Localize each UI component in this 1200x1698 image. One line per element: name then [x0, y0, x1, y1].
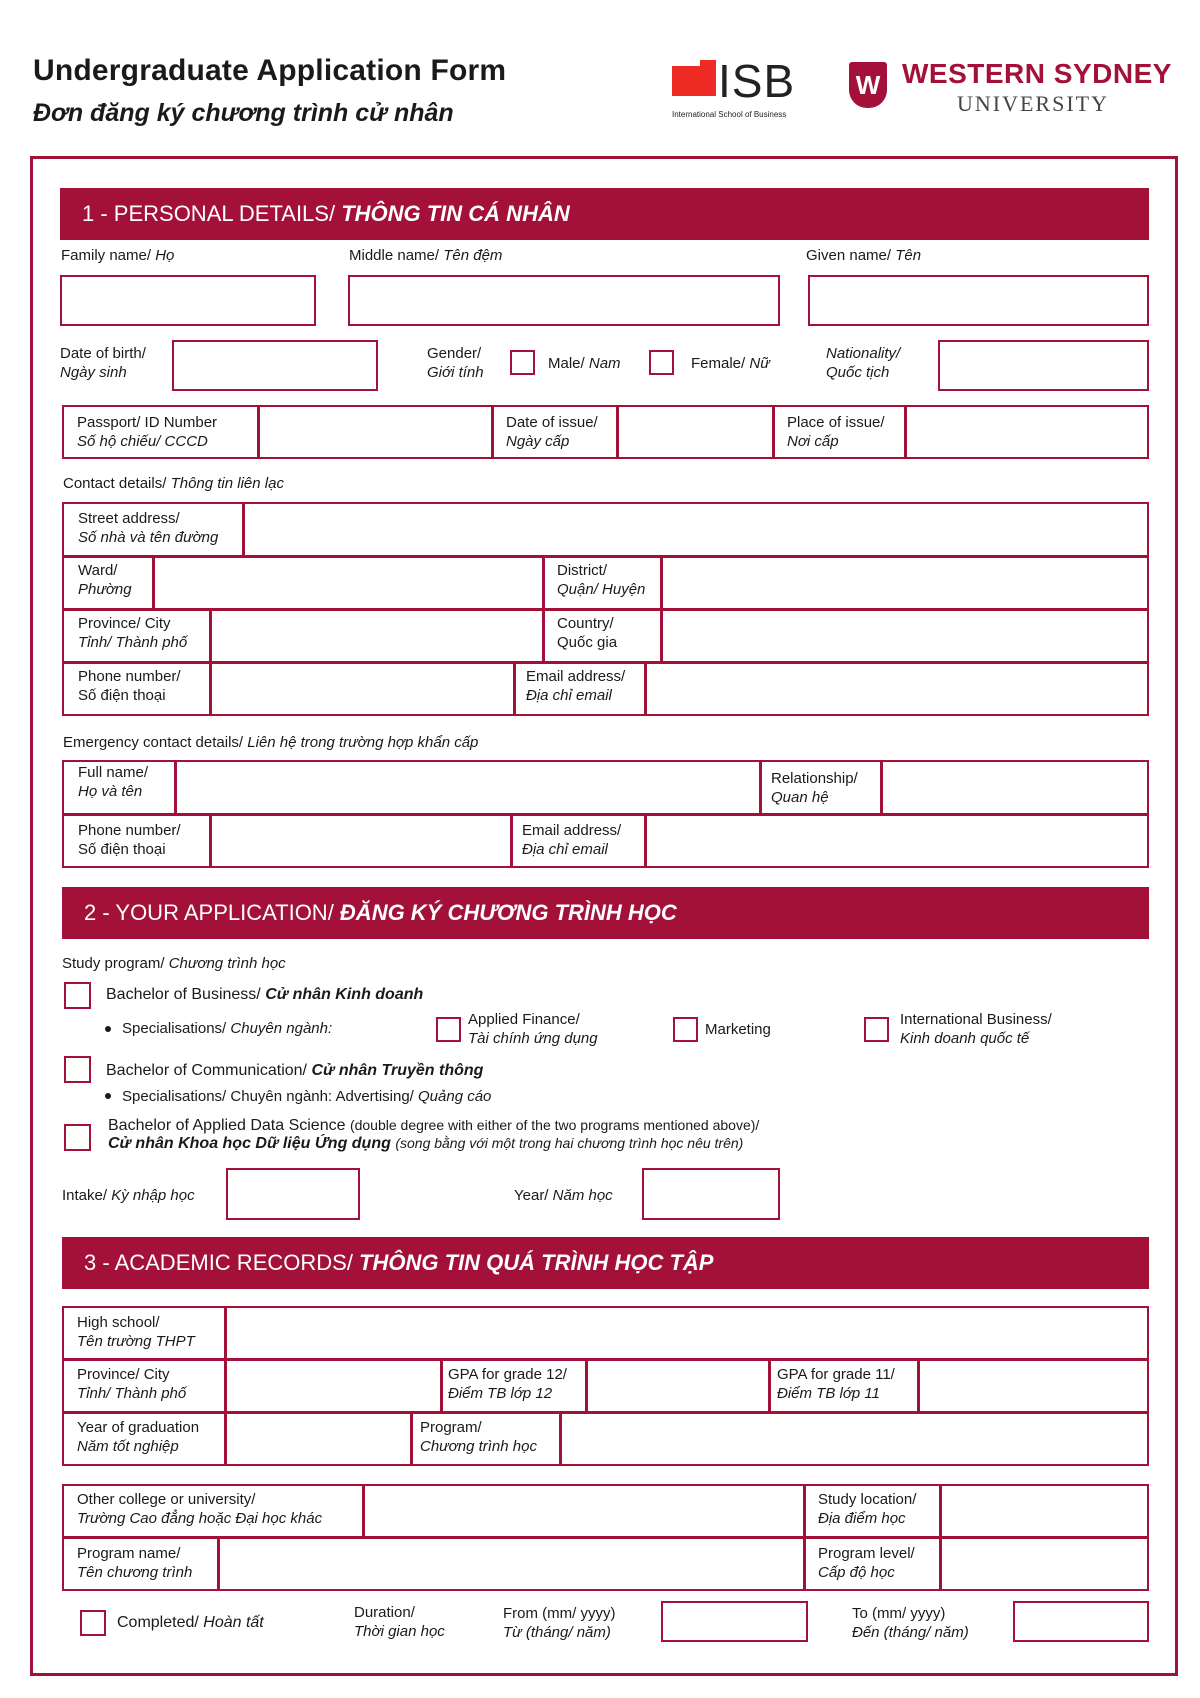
given-name-label: Given name/ Tên [806, 247, 922, 264]
study-location-label: Study location/ Địa điểm học [818, 1491, 917, 1527]
section-personal-details-header [60, 188, 1149, 240]
from-date-field[interactable] [661, 1601, 808, 1642]
email-label: Email address/ Địa chỉ email [526, 668, 626, 704]
communication-specialisations-label: Specialisations/ Chuyên ngành: Advertising/ Quảng cáo [122, 1088, 492, 1105]
place-of-issue-field[interactable] [907, 408, 1147, 456]
section-application-header [62, 887, 1149, 939]
form-title: Undergraduate Application Form [33, 54, 507, 87]
hs-province-label: Province/ City Tỉnh/ Thành phố [77, 1366, 187, 1402]
street-address-label: Street address/ Số nhà và tên đường [78, 510, 219, 546]
from-date-label: From (mm/ yyyy) Từ (tháng/ năm) [503, 1605, 616, 1641]
program-level-field[interactable] [943, 1539, 1146, 1589]
isb-logo [672, 55, 822, 122]
completed-label: Completed/ Hoàn tất [117, 1614, 264, 1631]
applied-finance-label: Applied Finance/ Tài chính ứng dụng [468, 1011, 598, 1047]
bachelor-business-label: Bachelor of Business/ Cử nhân Kinh doanh [106, 986, 424, 1003]
contact-details-heading: Contact details/ Thông tin liên lạc [63, 475, 284, 492]
emergency-full-name-label: Full name/ Họ và tên [78, 764, 149, 800]
bachelor-data-science-checkbox[interactable] [64, 1124, 91, 1151]
to-date-field[interactable] [1013, 1601, 1149, 1642]
gpa-grade-11-label: GPA for grade 11/ Điểm TB lớp 11 [777, 1366, 895, 1402]
graduation-year-label: Year of graduation Năm tốt nghiệp [77, 1419, 200, 1455]
province-field[interactable] [213, 611, 540, 659]
to-date-label: To (mm/ yyyy) Đến (tháng/ năm) [852, 1605, 969, 1641]
international-business-label: International Business/ Kinh doanh quốc tế [900, 1011, 1052, 1047]
country-field[interactable] [664, 611, 1146, 659]
isb-logo-text: ISB [718, 55, 796, 107]
section-title: 2 - YOUR APPLICATION/ [84, 900, 340, 925]
isb-logo-mark [672, 66, 700, 96]
section-academic-records-header [62, 1237, 1149, 1289]
hs-program-label: Program/ Chương trình học [420, 1419, 537, 1455]
emergency-email-label: Email address/ Địa chỉ email [522, 822, 622, 858]
international-business-checkbox[interactable] [864, 1017, 889, 1042]
passport-label: Passport/ ID Number Số hộ chiếu/ CCCD [77, 414, 218, 450]
wsu-shield-icon: W [849, 62, 887, 108]
nationality-label: Nationality/ Quốc tịch [826, 345, 901, 381]
business-specialisations-label: Specialisations/ Chuyên ngành: [122, 1020, 333, 1037]
passport-field[interactable] [260, 408, 490, 456]
nationality-field[interactable] [938, 340, 1149, 391]
relationship-field[interactable] [884, 763, 1146, 812]
date-of-issue-field[interactable] [619, 408, 771, 456]
section-title: 1 - PERSONAL DETAILS/ [82, 201, 342, 226]
street-address-field[interactable] [246, 505, 1146, 554]
other-college-field[interactable] [366, 1487, 801, 1535]
emergency-full-name-field[interactable] [178, 763, 757, 812]
marketing-label: Marketing [705, 1021, 771, 1038]
country-label: Country/ Quốc gia [557, 615, 618, 651]
wsu-logo-name: WESTERN SYDNEY [902, 58, 1172, 89]
intake-label: Intake/ Kỳ nhập học [62, 1187, 195, 1204]
gender-label: Gender/ Giới tính [427, 345, 484, 381]
section-title-vietnamese: ĐĂNG KÝ CHƯƠNG TRÌNH HỌC [339, 900, 677, 925]
middle-name-field[interactable] [348, 275, 780, 326]
bachelor-communication-checkbox[interactable] [64, 1056, 91, 1083]
program-name-label: Program name/ Tên chương trình [77, 1545, 193, 1581]
district-label: District/ Quận/ Huyện [557, 562, 646, 598]
program-name-field[interactable] [221, 1539, 801, 1589]
given-name-field[interactable] [808, 275, 1149, 326]
male-label: Male/ Nam [548, 355, 621, 372]
isb-logo-tagline: International School of Business [672, 110, 787, 119]
graduation-year-field[interactable] [228, 1414, 408, 1464]
place-of-issue-label: Place of issue/ Nơi cấp [787, 414, 885, 450]
male-checkbox[interactable] [510, 350, 535, 375]
section-title-vietnamese: THÔNG TIN CÁ NHÂN [341, 201, 570, 226]
gpa-grade-12-field[interactable] [589, 1361, 766, 1409]
form-title-vietnamese: Đơn đăng ký chương trình cử nhân [33, 99, 454, 127]
relationship-label: Relationship/ Quan hệ [771, 770, 858, 806]
ward-label: Ward/ Phường [78, 562, 132, 598]
dob-label: Date of birth/ Ngày sinh [60, 345, 146, 381]
female-checkbox[interactable] [649, 350, 674, 375]
intake-field[interactable] [226, 1168, 360, 1220]
bullet-icon [105, 1026, 111, 1032]
section-title-vietnamese: THÔNG TIN QUÁ TRÌNH HỌC TẬP [359, 1250, 714, 1275]
gpa-grade-12-label: GPA for grade 12/ Điểm TB lớp 12 [448, 1366, 567, 1402]
province-label: Province/ City Tỉnh/ Thành phố [78, 615, 188, 651]
district-field[interactable] [664, 558, 1146, 606]
study-program-label: Study program/ Chương trình học [62, 955, 286, 972]
emergency-phone-label: Phone number/ Số điện thoại [78, 822, 181, 858]
completed-checkbox[interactable] [80, 1610, 106, 1636]
year-field[interactable] [642, 1168, 780, 1220]
emergency-phone-field[interactable] [213, 816, 508, 866]
hs-program-field[interactable] [563, 1414, 1146, 1464]
wsu-logo-subtitle: UNIVERSITY [957, 91, 1109, 116]
applied-finance-checkbox[interactable] [436, 1017, 461, 1042]
isb-logo-mark-bar [700, 60, 716, 96]
bullet-icon [105, 1093, 111, 1099]
gpa-grade-11-field[interactable] [921, 1361, 1146, 1409]
emergency-contact-heading: Emergency contact details/ Liên hệ trong trường hợp khẩn cấp [63, 734, 479, 751]
phone-field[interactable] [213, 664, 511, 714]
middle-name-label: Middle name/ Tên đệm [349, 247, 503, 264]
high-school-label: High school/ Tên trường THPT [77, 1314, 195, 1350]
emergency-email-field[interactable] [648, 816, 1146, 866]
program-level-label: Program level/ Cấp độ học [818, 1545, 915, 1581]
family-name-label: Family name/ Họ [61, 247, 175, 264]
section-title: 3 - ACADEMIC RECORDS/ [84, 1250, 360, 1275]
bachelor-business-checkbox[interactable] [64, 982, 91, 1009]
marketing-checkbox[interactable] [673, 1017, 698, 1042]
date-of-issue-label: Date of issue/ Ngày cấp [506, 414, 598, 450]
other-college-label: Other college or university/ Trường Cao đẳng hoặc Đại học khác [77, 1491, 323, 1527]
phone-label: Phone number/ Số điện thoại [78, 668, 181, 704]
study-location-field[interactable] [943, 1487, 1146, 1535]
hs-province-field[interactable] [228, 1361, 438, 1409]
bachelor-data-science-label: Bachelor of Applied Data Science (double degree with either of the two programs mentioned above)/ Cử nhân Khoa học Dữ liệu Ứng dụng (song bằng với một trong hai chương trình học nêu trên) [108, 1117, 760, 1152]
duration-label: Duration/ Thời gian học [354, 1604, 445, 1640]
family-name-field[interactable] [60, 275, 316, 326]
ward-field[interactable] [156, 558, 540, 606]
female-label: Female/ Nữ [691, 355, 770, 372]
year-label: Year/ Năm học [514, 1187, 613, 1204]
email-field[interactable] [648, 664, 1146, 714]
dob-field[interactable] [172, 340, 378, 391]
bachelor-communication-label: Bachelor of Communication/ Cử nhân Truyền thông [106, 1062, 484, 1079]
high-school-field[interactable] [228, 1309, 1146, 1357]
